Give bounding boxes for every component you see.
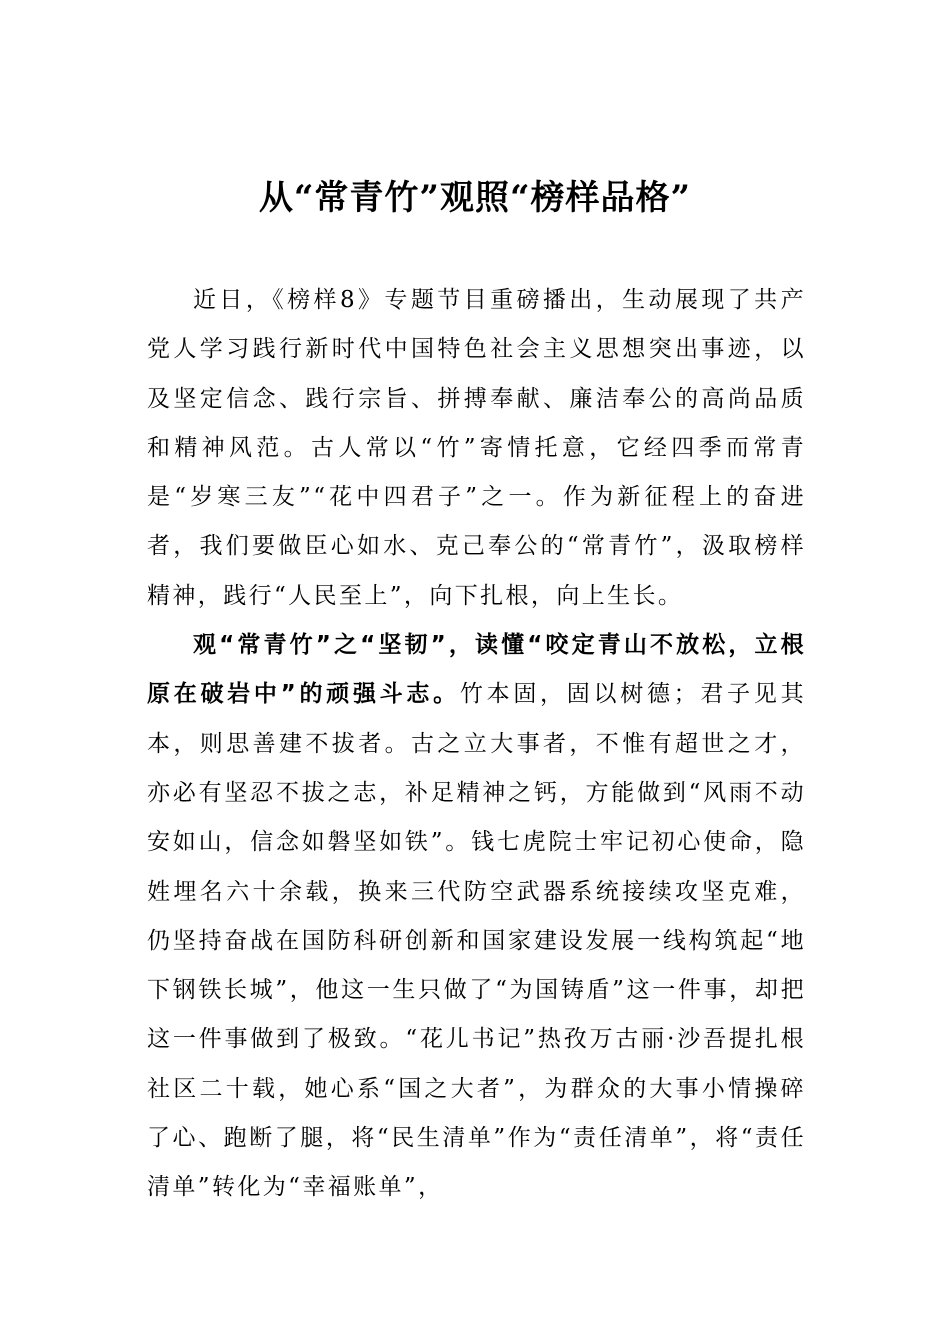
document-title: 从“常青竹”观照“榜样品格” [258,178,692,218]
paragraph-intro [147,276,806,621]
paragraph-text: 近日，《榜样8》专题节目重磅播出，生动展现了共产党人学习践行新时代中国特色社会主义思想突出事迹，以及坚定信念、践行宗旨、拼搏奉献、廉洁奉公的高尚品质和精神风范。古人常以“竹”寄情托意，它经四季而常青是“岁寒三友”“花中四君子”之一。作为新征程上的奋进者，我们要做臣心如水、克己奉公的“常青竹”，汲取榜样精神，践行“人民至上”，向下扎根，向上生长。 [147,287,806,609]
paragraph-resilience [147,621,806,1213]
document-body [147,276,806,1213]
paragraph-text: 竹本固，固以树德；君子见其本，则思善建不拔者。古之立大事者，不惟有超世之才，亦必有坚忍不拔之志，补足精神之钙，方能做到“风雨不动安如山，信念如磐坚如铁”。钱七虎院士牢记初心使命，隐姓埋名六十余载，换来三代防空武器系统接续攻坚克难，仍坚持奋战在国防科研创新和国家建设发展一线构筑起“地下钢铁长城”，他这一生只做了“为国铸盾”这一件事，却把这一件事做到了极致。“花儿书记”热孜万古丽·沙吾提扎根社区二十载，她心系“国之大者”，为群众的大事小情操碎了心、跑断了腿，将“民生清单”作为“责任清单”，将“责任清单”转化为“幸福账单”， [147,681,806,1201]
paragraph-lead: 观“常青竹”之“坚韧”，读懂“咬定青山不放松，立根原在破岩中”的顽强斗志。 [147,632,806,708]
